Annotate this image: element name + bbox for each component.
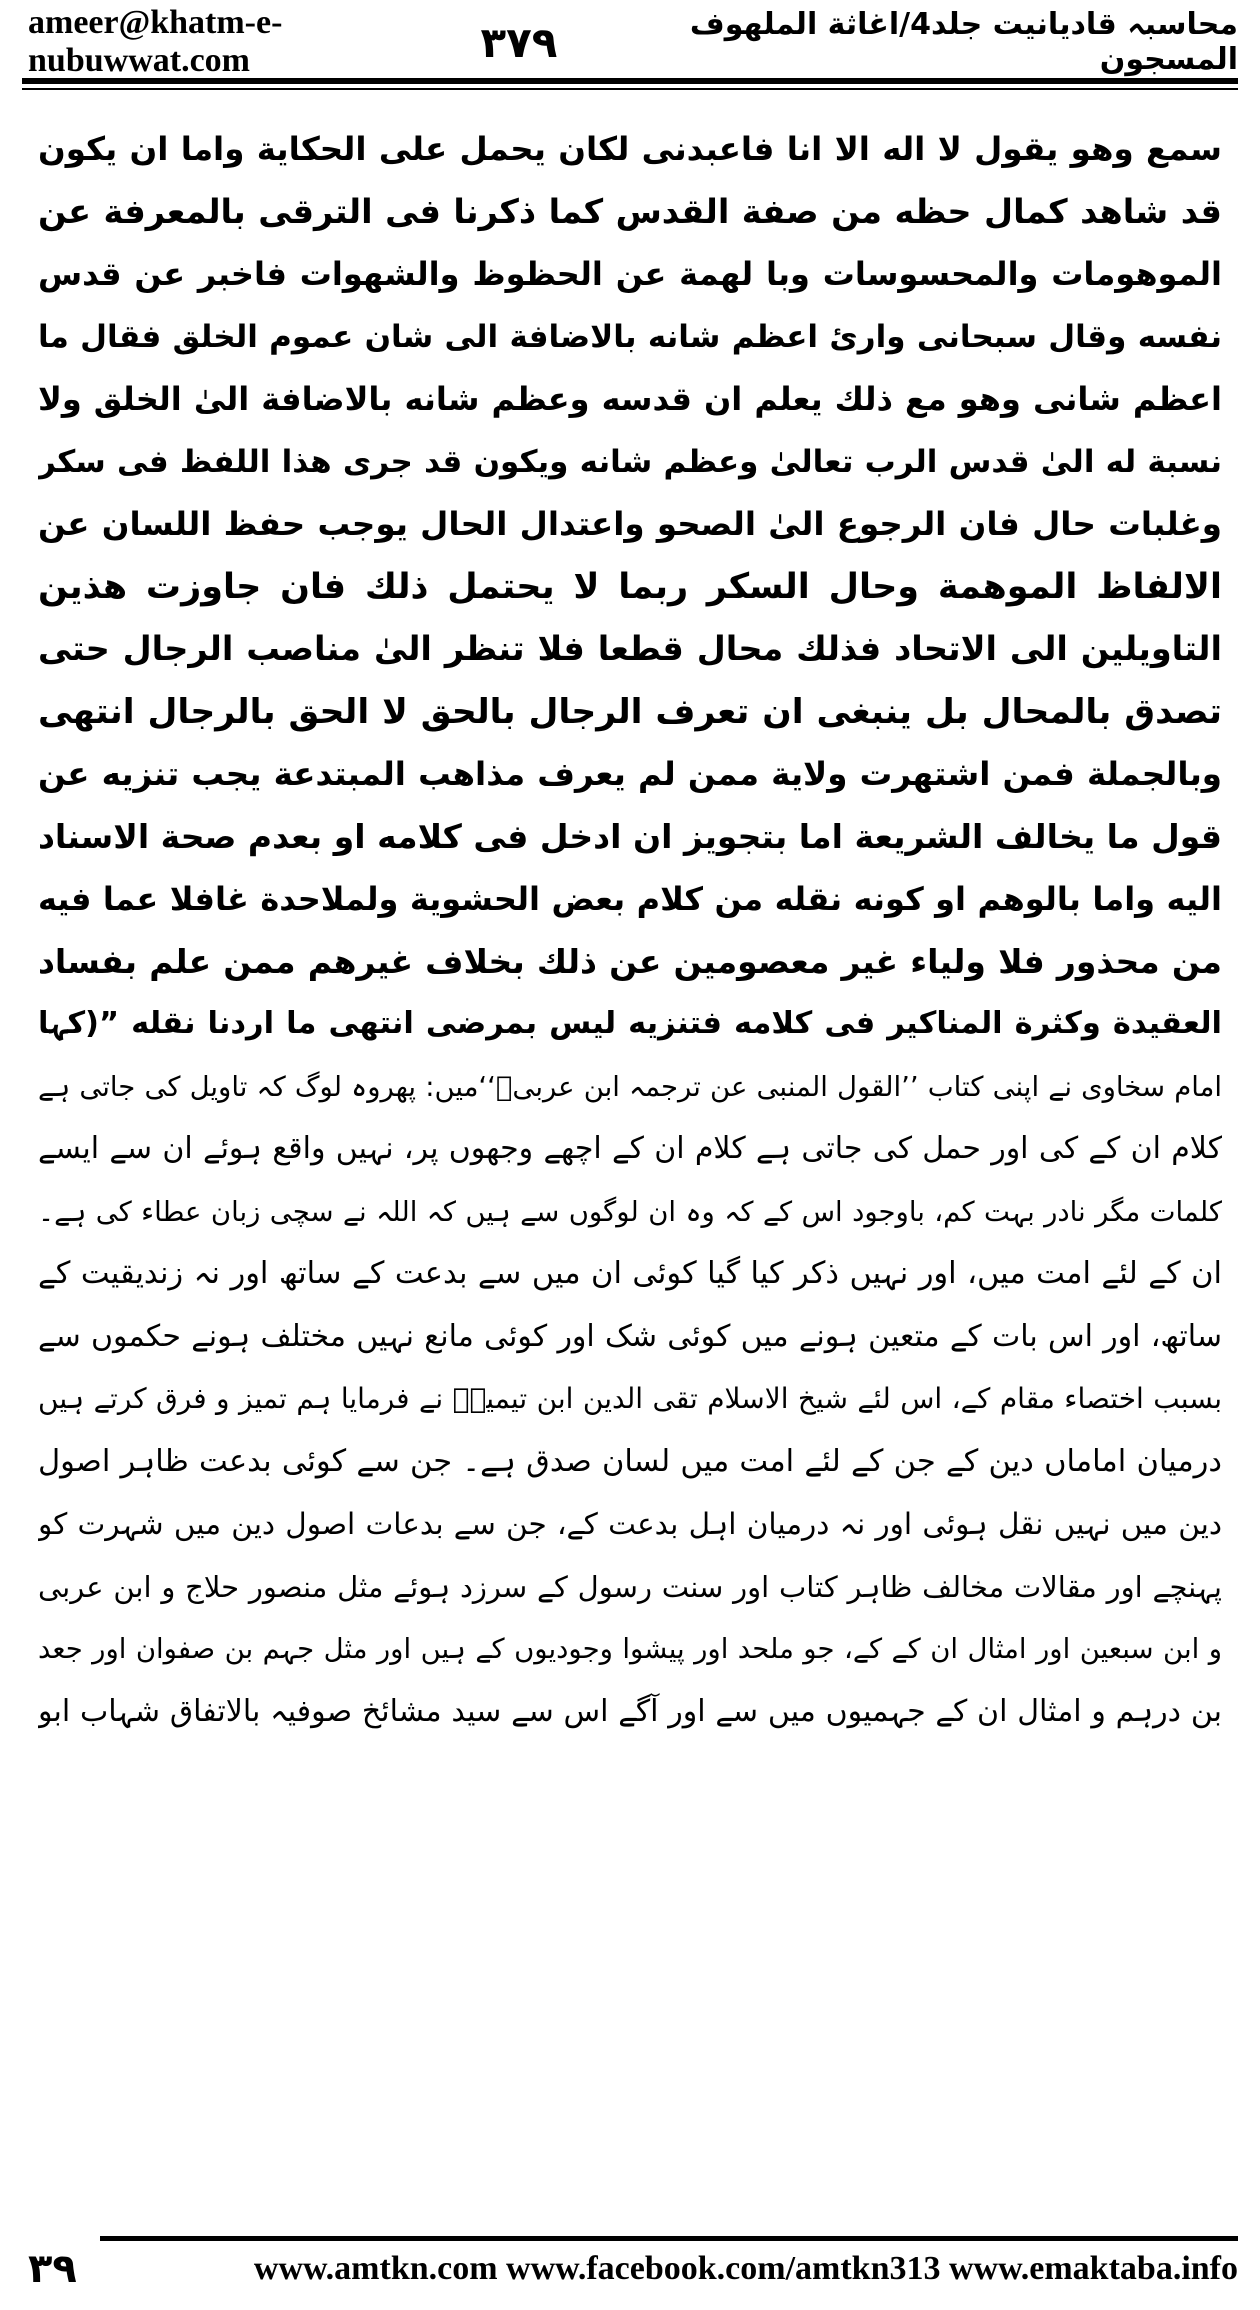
- arabic-line: الموهومات والمحسوسات وبا لهمة عن الحظوظ والشهوات فاخبر عن قدس: [38, 255, 1222, 293]
- footer-rule: [100, 2236, 1238, 2241]
- arabic-line: من محذور فلا ولياء غير معصومين عن ذلك بخلاف غيرهم ممن علم بفساد: [38, 941, 1222, 981]
- arabic-line: قول ما يخالف الشريعة اما بتجويز ان ادخل فى كلامه او بعدم صحة الاسناد: [38, 816, 1222, 856]
- book-title: محاسبہ قادیانیت جلد4/اغاثة الملهوف المسجون: [689, 7, 1238, 77]
- urdu-line: بن درہم و امثال ان کے جہمیوں میں سے اور آگے اس سے سید مشائخ صوفیہ بالاتفاق شہاب ابو: [38, 1693, 1222, 1729]
- arabic-line: التاويلين الى الاتحاد فذلك محال قطعا فلا تنظر الىٰ مناصب الرجال حتى: [38, 629, 1222, 668]
- urdu-translation-block: [38, 1056, 1222, 1744]
- urdu-line: کلام ان کے کی اور حمل کی جاتی ہے کلام ان کے اچھے وجھوں پر، نہیں واقع ہوئے ان سے ایسے: [38, 1131, 1222, 1166]
- arabic-line: العقيدة وكثرة المناكير فى كلامه فتنزيه ليس بمرضى انتهى ما اردنا نقله ”(كہا: [38, 1006, 1222, 1041]
- header-page-number: ۳۷۹: [480, 17, 558, 67]
- arabic-quote-block: [38, 118, 1222, 1056]
- arabic-line: نسبة له الىٰ قدس الرب تعالىٰ وعظم شانه ويكون قد جرى هذا اللفظ فى سكر: [38, 443, 1222, 480]
- arabic-line: وبالجملة فمن اشتهرت ولاية ممن لم يعرف مذاهب المبتدعة يجب تنزيه عن: [38, 755, 1222, 793]
- arabic-line: سمع وهو يقول لا اله الا انا فاعبدنى لكان يحمل على الحكاية واما ان يكون: [38, 130, 1222, 168]
- footer-page-number: ۳۹: [28, 2246, 77, 2292]
- urdu-line: ان کے لئے امت میں، اور نہیں ذکر کیا گیا کوئی ان میں سے بدعت کے ساتھ اور نہ زندیقیت کے: [38, 1256, 1222, 1291]
- urdu-line: پہنچے اور مقالات مخالف ظاہر کتاب اور سنت رسول کے سرزد ہوئے مثل منصور حلاج و ابن عربی: [38, 1569, 1222, 1604]
- arabic-line: اليه واما بالوهم او كونه نقله من كلام بعض الحشوية ولملاحدة غافلا عما فيه: [38, 880, 1222, 918]
- page-header: [28, 4, 1238, 79]
- arabic-line: تصدق بالمحال بل ينبغى ان تعرف الرجال بالحق لا الحق بالرجال انتهى: [38, 691, 1222, 732]
- urdu-line: درمیان اماماں دین کے جن کے لئے امت میں لسان صدق ہے۔ جن سے کوئی بدعت ظاہر اصول: [38, 1443, 1222, 1479]
- urdu-line: کلمات مگر نادر بہت کم، باوجود اس کے کہ وہ ان لوگوں سے ہیں کہ اللہ نے سچی زبان عطاء کی ہے۔: [38, 1195, 1222, 1228]
- page-footer: [22, 2244, 1238, 2294]
- header-rule-thick: [22, 78, 1238, 84]
- arabic-line: الالفاظ الموهمة وحال السكر ربما لا يحتمل ذلك فان جاوزت هذين: [38, 566, 1222, 607]
- urdu-line: ساتھ، اور اس بات کے متعین ہونے میں کوئی شک اور کوئی مانع نہیں مختلف ہونے حکموں سے: [38, 1318, 1222, 1354]
- urdu-line: و ابن سبعین اور امثال ان کے کے، جو ملحد اور پیشوا وجودیوں کے ہیں اور مثل جہم بن صفوان اور جعد: [38, 1633, 1222, 1665]
- header-email[interactable]: ameer@khatm-e-nubuwwat.com: [28, 4, 283, 79]
- arabic-line: اعظم شانى وهو مع ذلك يعلم ان قدسه وعظم شانه بالاضافة الىٰ الخلق ولا: [38, 380, 1222, 418]
- urdu-line: بسبب اختصاء مقام کے، اس لئے شیخ الاسلام تقی الدین ابن تیمیہؒ نے فرمایا ہم تمیز و فرق کرتے ہیں: [38, 1382, 1222, 1415]
- arabic-line: وغلبات حال فان الرجوع الىٰ الصحو واعتدال الحال يوجب حفظ اللسان عن: [38, 505, 1222, 543]
- footer-links[interactable]: www.amtkn.com www.facebook.com/amtkn313 www.emaktaba.info: [253, 2250, 1238, 2287]
- arabic-line: قد شاهد كمال حظه من صفة القدس كما ذكرنا فى الترقى بالمعرفة عن: [38, 191, 1222, 231]
- page-content: [38, 118, 1222, 1743]
- urdu-line: دین میں نہیں نقل ہوئی اور نہ درمیان اہل بدعت کے، جن سے بدعات اصول دین میں شہرت کو: [38, 1507, 1222, 1541]
- header-title-group: [480, 7, 1238, 77]
- urdu-line: امام سخاوی نے اپنی کتاب ’’القول المنبی عن ترجمہ ابن عربیؒ‘‘میں: پھروہ لوگ کہ تاویل کی جاتی ہے: [38, 1070, 1222, 1103]
- header-rule-thin: [22, 88, 1238, 90]
- arabic-line: نفسه وقال سبحانى وارئ اعظم شانه بالاضافة الى شان عموم الخلق فقال ما: [38, 318, 1222, 355]
